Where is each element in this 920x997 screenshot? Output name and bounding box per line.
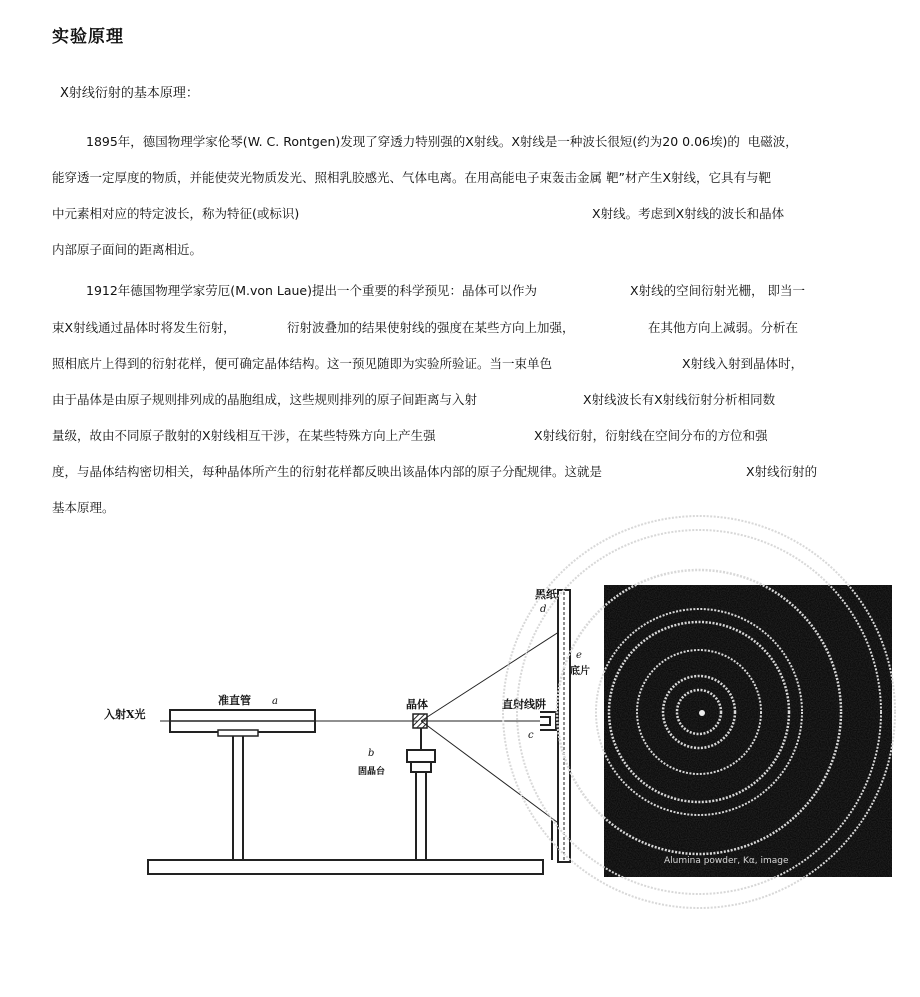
text-line: 基本原理。 <box>52 500 115 515</box>
section-heading: 实验原理 <box>52 27 124 47</box>
base-plate <box>148 860 543 874</box>
label-beam-stop: 直射线阱 <box>502 698 546 711</box>
text-line: X射线入射到晶体时， <box>682 356 804 371</box>
text-line: X射线。考虑到X射线的波长和晶体 <box>592 206 785 221</box>
text-line: 量级，故由不同原子散射的X射线相互干涉，在某些特殊方向上产生强 <box>52 428 436 443</box>
label-black-paper-letter: d <box>540 604 547 615</box>
crystal-holder <box>407 750 435 762</box>
label-collimator: 准直管 <box>218 694 251 707</box>
text-line: X射线的空间衍射光栅， 即当一 <box>630 283 806 298</box>
text-line: 度，与晶体结构密切相关，每种晶体所产生的衍射花样都反映出该晶体内部的原子分配规律。这就是 <box>52 464 603 479</box>
text-line: 束X射线通过晶体时将发生衍射， <box>52 320 236 335</box>
text-line: X射线波长有X射线衍射分析相同数 <box>583 392 776 407</box>
film-holder <box>558 590 570 862</box>
photo-caption: Alumina powder, Kα, image <box>664 856 789 866</box>
beam-stop <box>540 712 556 730</box>
label-beam-stop-letter: c <box>528 730 534 741</box>
label-holder: 固晶台 <box>358 767 386 777</box>
text-line: 衍射波叠加的结果使射线的强度在某些方向上加强， <box>287 320 575 335</box>
text-line: X射线衍射，衍射线在空间分布的方位和强 <box>534 428 768 443</box>
label-film: 底片 <box>570 666 590 677</box>
label-collimator-letter: a <box>272 696 278 707</box>
label-black-paper: 黑纸 <box>535 588 557 601</box>
text-line: 1895年，德国物理学家伦琴(W. C. Rontgen)发现了穿透力特别强的X射线。X射线是一种波长很短(约为20 0.06埃)的 电磁波， <box>86 134 798 149</box>
text-line: X射线衍射的 <box>746 464 818 479</box>
text-line: 内部原子面间的距离相近。 <box>52 242 203 257</box>
label-film-letter: e <box>576 650 582 661</box>
diffraction-pattern-photo <box>604 585 892 877</box>
text-line: 由于晶体是由原子规则排列成的晶胞组成，这些规则排列的原子间距离与入射 <box>52 392 478 407</box>
label-crystal: 晶体 <box>406 698 428 711</box>
holder-stand <box>416 772 426 860</box>
label-incident-xray: 入射X光 <box>104 708 146 721</box>
text-line: 在其他方向上减弱。分析在 <box>648 320 799 335</box>
collimator-stand <box>233 732 243 860</box>
text-line: 1912年德国物理学家劳厄(M.von Laue)提出一个重要的科学预见：晶体可以作为 <box>86 283 538 298</box>
text-line: 照相底片上得到的衍射花样，便可确定晶体结构。这一预见随即为实验所验证。当一束单色 <box>52 356 553 371</box>
label-holder-letter: b <box>368 748 375 759</box>
subsection-title: X射线衍射的基本原理： <box>60 86 199 101</box>
text-line: 中元素相对应的特定波长，称为特征(或标识) <box>52 206 300 221</box>
center-spot <box>699 710 705 716</box>
text-line: 能穿透一定厚度的物质，并能使荧光物质发光、照相乳胶感光、气体电离。在用高能电子束轰击金属 靶”材产生X射线，它具有与靶 <box>52 170 772 185</box>
diffraction-apparatus-diagram <box>100 580 590 885</box>
